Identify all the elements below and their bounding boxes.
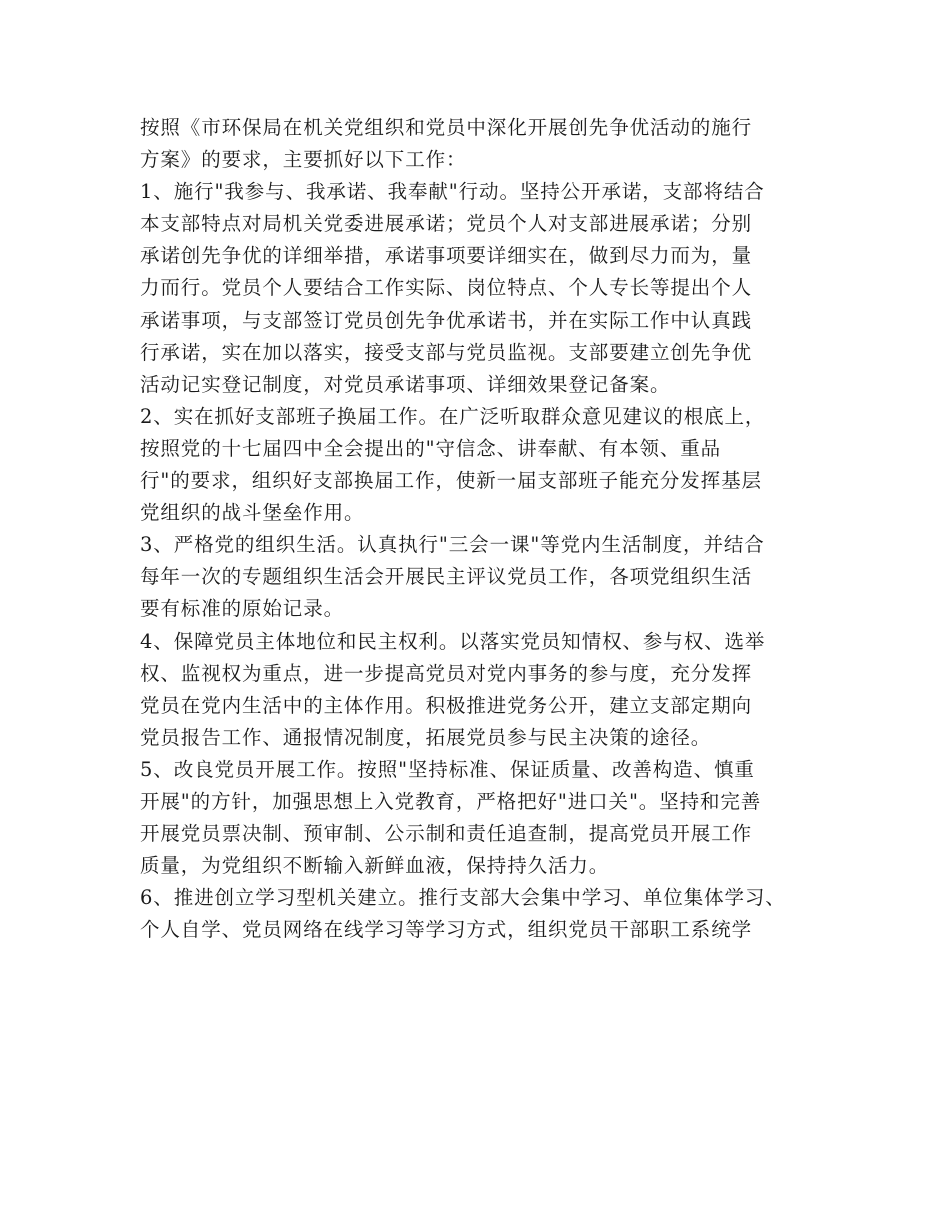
text-line: 行"的要求，组织好支部换届工作，使新一届支部班子能充分发挥基层 <box>140 469 762 493</box>
text-line: 承诺事项，与支部签订党员创先争优承诺书，并在实际工作中认真践 <box>140 308 753 332</box>
text-line: 开展"的方针，加强思想上入党教育，严格把好"进口关"。坚持和完善 <box>140 789 762 813</box>
text-line: 活动记实登记制度，对党员承诺事项、详细效果登记备案。 <box>140 372 671 396</box>
text-line: 本支部特点对局机关党委进展承诺；党员个人对支部进展承诺；分别 <box>140 212 753 236</box>
text-line: 3、严格党的组织生活。认真执行"三会一课"等党内生活制度，并结合 <box>140 533 765 557</box>
text-line: 6、推进创立学习型机关建立。推行支部大会集中学习、单位集体学习、 <box>140 886 786 910</box>
text-line: 质量，为党组织不断输入新鲜血液，保持持久活力。 <box>140 854 610 878</box>
text-line: 每年一次的专题组织生活会开展民主评议党员工作，各项党组织生活 <box>140 565 753 589</box>
document-body <box>140 112 820 946</box>
text-line: 2、实在抓好支部班子换届工作。在广泛听取群众意见建议的根底上， <box>140 404 766 428</box>
text-line: 5、改良党员开展工作。按照"坚持标准、保证质量、改善构造、慎重 <box>140 757 755 781</box>
text-line: 个人自学、党员网络在线学习等学习方式，组织党员干部职工系统学 <box>140 918 753 942</box>
text-line: 党员在党内生活中的主体作用。积极推进党务公开，建立支部定期向 <box>140 693 753 717</box>
text-line: 权、监视权为重点，进一步提高党员对党内事务的参与度，充分发挥 <box>140 661 753 685</box>
text-line: 要有标准的原始记录。 <box>140 597 345 621</box>
text-line: 力而行。党员个人要结合工作实际、岗位特点、个人专长等提出个人 <box>140 276 753 300</box>
text-line: 承诺创先争优的详细举措，承诺事项要详细实在，做到尽力而为，量 <box>140 244 753 268</box>
text-line: 按照《市环保局在机关党组织和党员中深化开展创先争优活动的施行 <box>140 116 753 139</box>
text-line: 按照党的十七届四中全会提出的"守信念、讲奉献、有本领、重品 <box>140 436 722 460</box>
text-line: 党员报告工作、通报情况制度，拓展党员参与民主决策的途径。 <box>140 725 712 749</box>
text-line: 方案》的要求，主要抓好以下工作： <box>140 148 467 172</box>
text-line: 4、保障党员主体地位和民主权利。以落实党员知情权、参与权、选举 <box>140 629 766 653</box>
text-line: 开展党员票决制、预审制、公示制和责任追查制，提高党员开展工作 <box>140 822 753 846</box>
text-line: 行承诺，实在加以落实，接受支部与党员监视。支部要建立创先争优 <box>140 340 753 364</box>
text-line: 党组织的战斗堡垒作用。 <box>140 501 365 525</box>
text-line: 1、施行"我参与、我承诺、我奉献"行动。坚持公开承诺，支部将结合 <box>140 180 765 204</box>
